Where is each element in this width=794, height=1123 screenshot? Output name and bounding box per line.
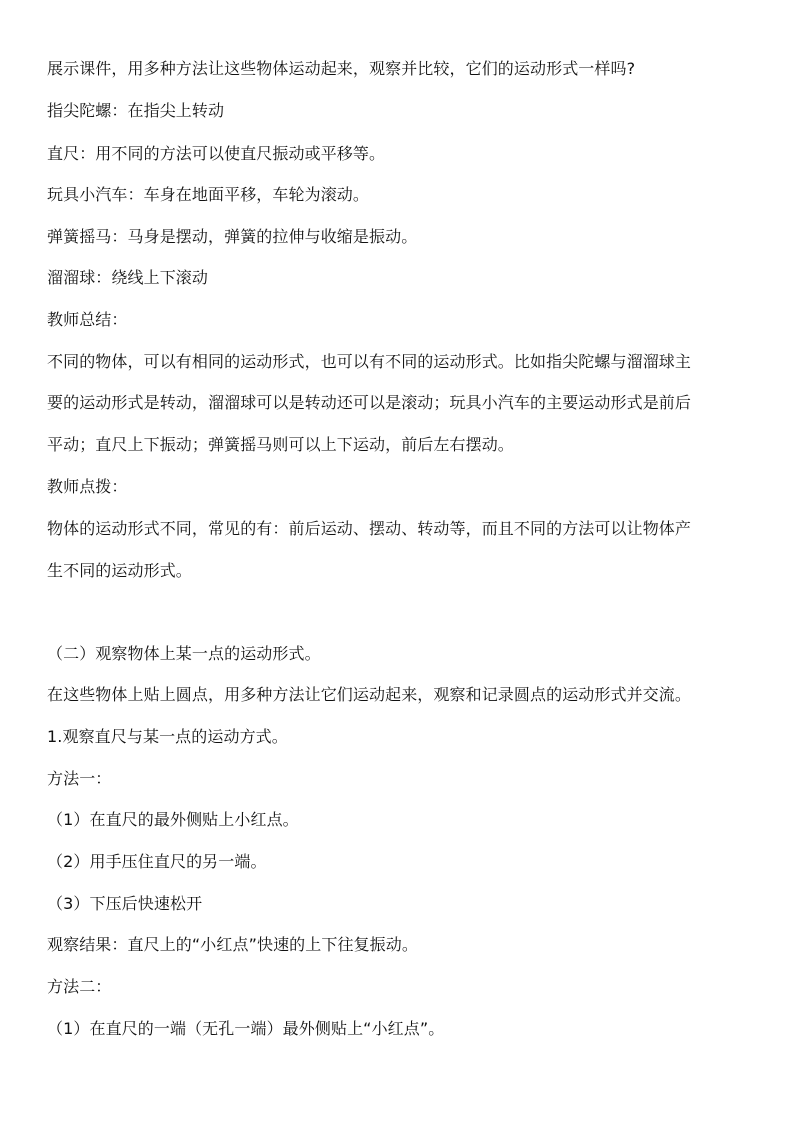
- text-line: 玩具小汽车：车身在地面平移，车轮为滚动。: [47, 185, 370, 204]
- section-heading: （二）观察物体上某一点的运动形式。: [47, 644, 321, 663]
- text-line: 展示课件，用多种方法让这些物体运动起来，观察并比较，它们的运动形式一样吗?: [47, 59, 636, 78]
- text-line: 平动；直尺上下振动；弹簧摇马则可以上下运动，前后左右摆动。: [47, 435, 514, 454]
- list-item: （1）在直尺的一端（无孔一端）最外侧贴上“小红点”。: [47, 1019, 445, 1038]
- text-line: 要的运动形式是转动，溜溜球可以是转动还可以是滚动；玩具小汽车的主要运动形式是前后: [47, 393, 692, 412]
- text-line: 不同的物体，可以有相同的运动形式，也可以有不同的运动形式。比如指尖陀螺与溜溜球主: [47, 352, 692, 371]
- text-line: 生不同的运动形式。: [47, 561, 192, 580]
- text-line: 直尺：用不同的方法可以使直尺振动或平移等。: [47, 144, 386, 163]
- section-label-teacher-summary: 教师总结：: [47, 310, 128, 329]
- text-line: 观察结果：直尺上的“小红点”快速的上下往复振动。: [47, 935, 418, 954]
- text-line: 物体的运动形式不同，常见的有：前后运动、摆动、转动等，而且不同的方法可以让物体产: [47, 519, 692, 538]
- method-label: 方法一：: [47, 769, 112, 788]
- list-item: （3）下压后快速松开: [47, 894, 203, 913]
- text-line: 弹簧摇马：马身是摆动，弹簧的拉伸与收缩是振动。: [47, 227, 418, 246]
- text-line: 溜溜球：绕线上下滚动: [47, 268, 209, 287]
- text-line: 1.观察直尺与某一点的运动方式。: [47, 727, 288, 746]
- text-line: 指尖陀螺：在指尖上转动: [47, 101, 225, 120]
- method-label: 方法二：: [47, 977, 112, 996]
- list-item: （2）用手压住直尺的另一端。: [47, 852, 267, 871]
- text-line: 在这些物体上贴上圆点，用多种方法让它们运动起来，观察和记录圆点的运动形式并交流。: [47, 685, 692, 704]
- list-item: （1）在直尺的最外侧贴上小红点。: [47, 810, 299, 829]
- section-label-teacher-guidance: 教师点拨：: [47, 477, 128, 496]
